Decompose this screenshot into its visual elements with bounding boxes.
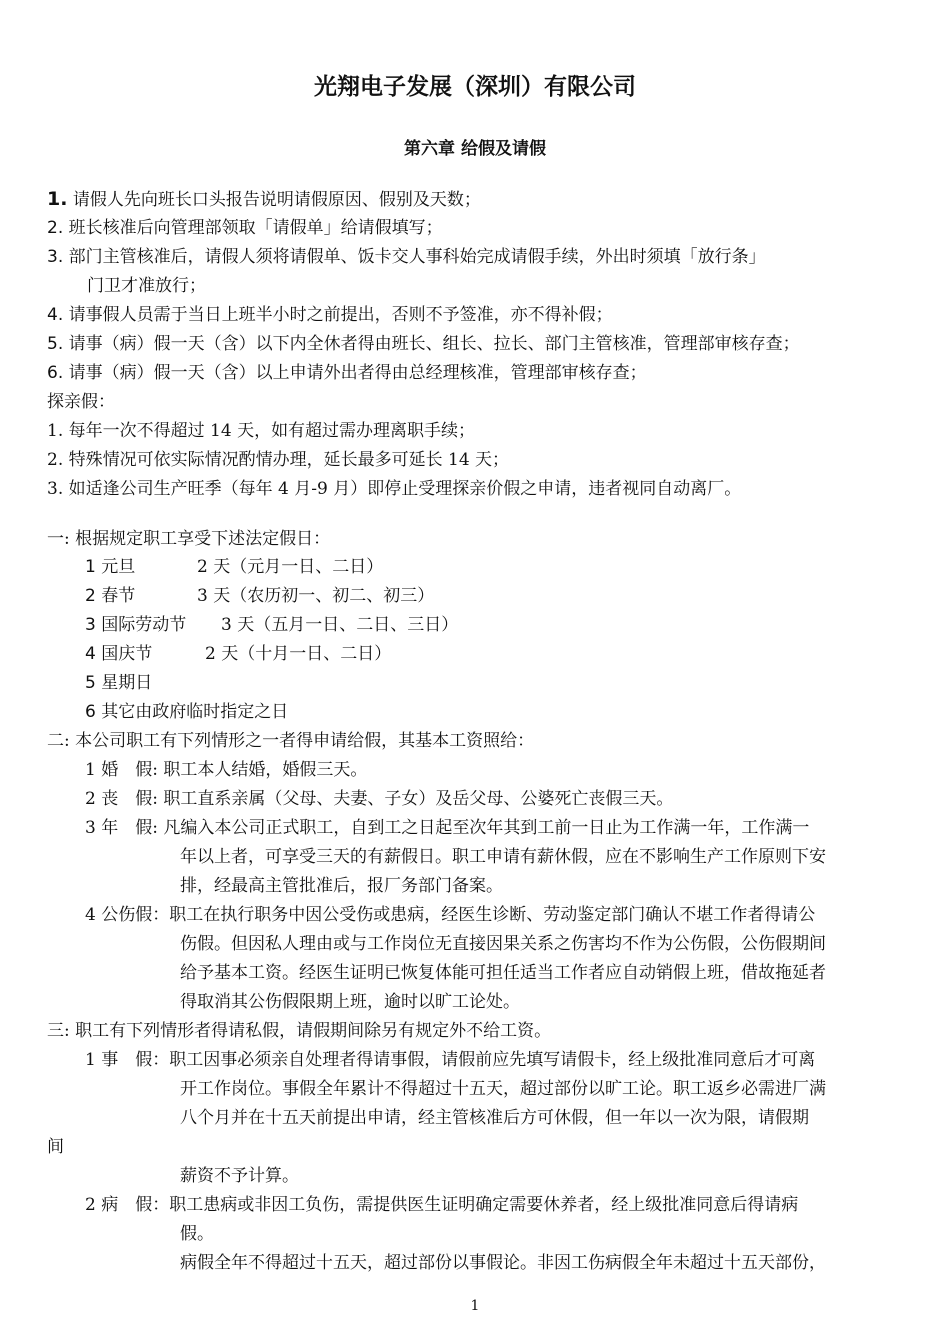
holiday-days: 2 天（十月一日、二日）: [205, 644, 392, 664]
home-leave-heading: 探亲假：: [47, 392, 115, 412]
personal-leave-cont: 薪资不予计算。: [180, 1166, 299, 1186]
sick-leave-cont: 病假全年不得超过十五天，超过部份以事假论。非因工伤病假全年未超过十五天部份，: [180, 1253, 826, 1273]
annual-leave: 3 年 假: 凡编入本公司正式职工，自到工之日起至次年其到工前一日止为工作满一年，工作满一: [85, 818, 810, 838]
holiday-item: 6 其它由政府临时指定之日: [85, 702, 289, 722]
rule-item-continuation: 门卫才准放行；: [87, 276, 206, 296]
home-leave-item: 2. 特殊情况可依实际情况酌情办理，延长最多可延长 14 天；: [47, 450, 510, 470]
personal-leave-cont: 开工作岗位。事假全年累计不得超过十五天，超过部份以旷工论。职工返乡必需进厂满: [180, 1079, 826, 1099]
chapter-heading: 第六章 给假及请假: [404, 139, 546, 159]
document-title: 光翔电子发展（深圳）有限公司: [314, 74, 636, 100]
injury-leave-cont: 伤假。但因私人理由或与工作岗位无直接因果关系之伤害均不作为公伤假，公伤假期间: [180, 934, 826, 954]
section-heading: 一: 根据规定职工享受下述法定假日：: [47, 529, 331, 549]
marriage-leave: 1 婚 假: 职工本人结婚，婚假三天。: [85, 760, 368, 780]
holiday-days: 2 天（元月一日、二日）: [197, 557, 384, 577]
holiday-days: 3 天（五月一日、二日、三日）: [221, 615, 459, 635]
sick-leave: 2 病 假：职工患病或非因工负伤，需提供医生证明确定需要休养者，经上级批准同意后得请病: [85, 1195, 799, 1215]
home-leave-item: 1. 每年一次不得超过 14 天，如有超过需办理离职手续；: [47, 421, 476, 441]
section-heading: 二: 本公司职工有下列情形之一者得申请给假，其基本工资照给：: [47, 731, 535, 751]
holiday-item: 2 春节: [85, 586, 136, 606]
holiday-days: 3 天（农历初一、初二、初三）: [197, 586, 435, 606]
rule-item: 3. 部门主管核准后，请假人须将请假单、饭卡交人事科始完成请假手续，外出时须填「放行条」: [47, 247, 766, 267]
sick-leave-cont: 假。: [180, 1224, 214, 1244]
injury-leave-cont: 得取消其公伤假限期上班，逾时以旷工论处。: [180, 992, 520, 1012]
holiday-item: 4 国庆节: [85, 644, 153, 664]
holiday-item: 3 国际劳动节: [85, 615, 187, 635]
holiday-item: 5 星期日: [85, 673, 153, 693]
rule-item: 4. 请事假人员需于当日上班半小时之前提出，否则不予签准，亦不得补假；: [47, 305, 613, 325]
home-leave-item: 3. 如适逢公司生产旺季（每年 4 月-9 月）即停止受理探亲价假之申请，违者视同自动离厂。: [47, 479, 742, 499]
section-heading: 三: 职工有下列情形者得请私假，请假期间除另有规定外不给工资。: [47, 1021, 552, 1041]
page-number: 1: [470, 1298, 480, 1314]
annual-leave-cont: 排，经最高主管批准后，报厂务部门备案。: [180, 876, 503, 896]
personal-leave-cont: 八个月并在十五天前提出申请，经主管核准后方可休假，但一年以一次为限，请假期: [180, 1108, 809, 1128]
injury-leave: 4 公伤假：职工在执行职务中因公受伤或患病，经医生诊断、劳动鉴定部门确认不堪工作者得请公: [85, 905, 816, 925]
rule-item: 6. 请事（病）假一天（含）以上申请外出者得由总经理核准，管理部审核存查；: [47, 363, 647, 383]
rule-item: 2. 班长核准后向管理部领取「请假单」给请假填写；: [47, 218, 443, 238]
annual-leave-cont: 年以上者，可享受三天的有薪假日。职工申请有薪休假，应在不影响生产工作原则下安: [180, 847, 826, 867]
holiday-item: 1 元旦: [85, 557, 136, 577]
rule-item: 5. 请事（病）假一天（含）以下内全休者得由班长、组长、拉长、部门主管核准，管理部审核存查；: [47, 334, 800, 354]
rule-item: 1. 请假人先向班长口头报告说明请假原因、假别及天数；: [47, 188, 481, 210]
personal-leave: 1 事 假：职工因事必须亲自处理者得请事假，请假前应先填写请假卡，经上级批准同意后才可离: [85, 1050, 816, 1070]
funeral-leave: 2 丧 假: 职工直系亲属（父母、夫妻、子女）及岳父母、公婆死亡丧假三天。: [85, 789, 674, 809]
personal-leave-cont: 间: [47, 1137, 64, 1157]
injury-leave-cont: 给予基本工资。经医生证明已恢复体能可担任适当工作者应自动销假上班，借故拖延者: [180, 963, 826, 983]
